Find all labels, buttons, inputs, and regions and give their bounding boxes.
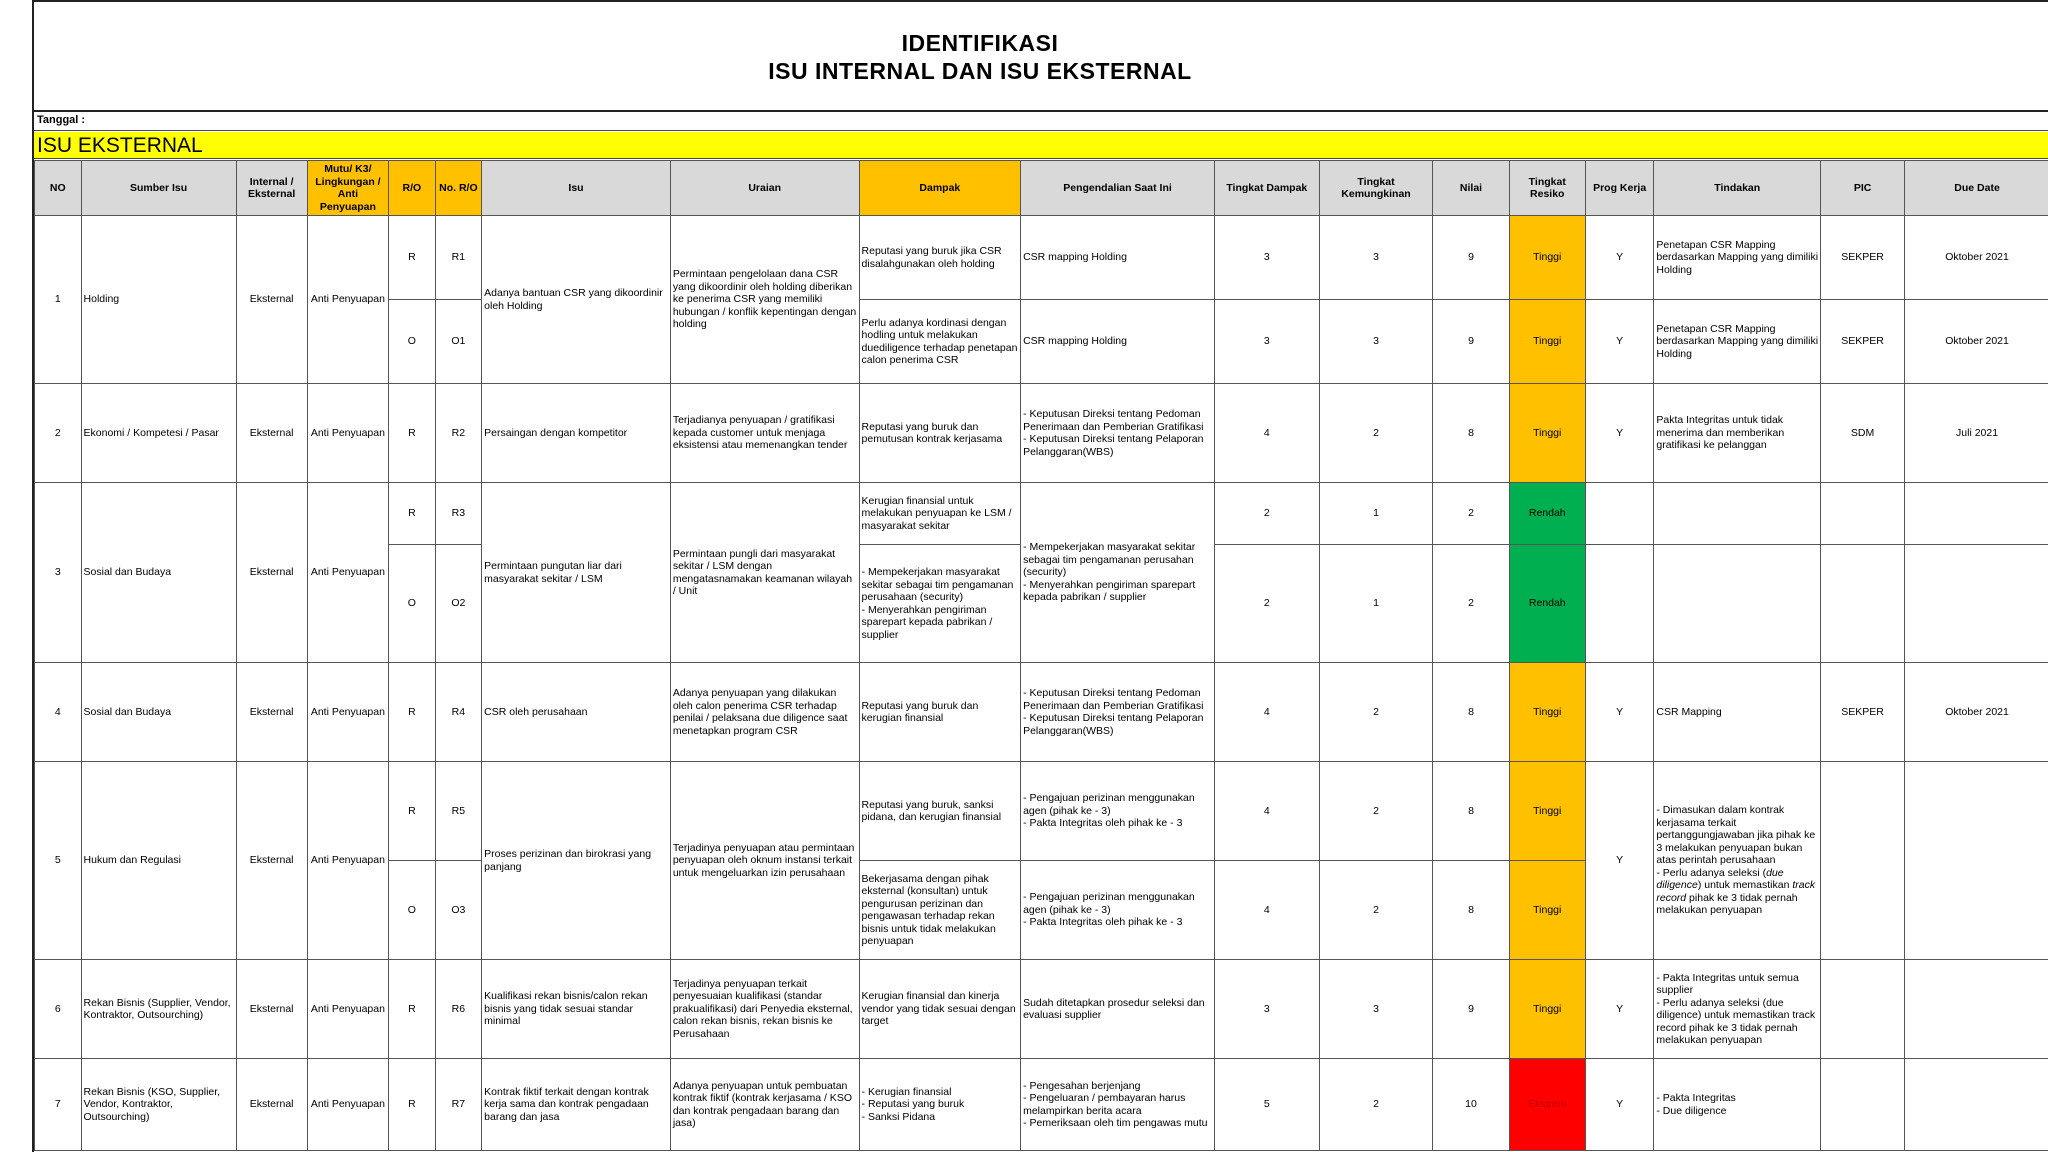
cell-dampak: Reputasi yang buruk jika CSR disalahgunakan oleh holding <box>859 216 1021 300</box>
cell-tingkat-kemungkinan: 2 <box>1319 384 1433 483</box>
cell-internal: Eksternal <box>236 1059 307 1151</box>
cell-internal: Eksternal <box>236 483 307 663</box>
cell-uraian: Terjadinya penyuapan atau permintaan penyuapan oleh oknum instansi terkait untuk mengeluarkan izin perusahaan <box>670 762 859 960</box>
cell-risk-badge: Tinggi <box>1509 762 1585 861</box>
cell-dampak: Perlu adanya kordinasi dengan hodling untuk melakukan duediligence terhadap penetapan calon penerima CSR <box>859 300 1021 384</box>
cell-tindakan <box>1654 483 1821 545</box>
cell-mutu: Anti Penyuapan <box>307 483 388 663</box>
cell-tingkat-dampak: 4 <box>1214 762 1319 861</box>
cell-no-ro: O2 <box>435 545 482 663</box>
cell-tingkat-dampak: 4 <box>1214 861 1319 960</box>
col-tingkat-dampak: Tingkat Dampak <box>1214 161 1319 216</box>
cell-no-ro: O1 <box>435 300 482 384</box>
cell-nilai: 10 <box>1433 1059 1509 1151</box>
cell-nilai: 8 <box>1433 384 1509 483</box>
cell-tindakan: - Pakta Integritas untuk semua supplier - Perlu adanya seleksi (due diligence) untuk memastikan track record pihak ke 3 tidak pernah melakukan penyuapan <box>1654 960 1821 1059</box>
cell-pengendalian: - Pengesahan berjenjang - Pengeluaran / pembayaran harus melampirkan berita acara - Pemeriksaan oleh tim pengawas mutu <box>1021 1059 1215 1151</box>
cell-no-ro: R6 <box>435 960 482 1059</box>
cell-dampak: Reputasi yang buruk dan pemutusan kontrak kerjasama <box>859 384 1021 483</box>
cell-sumber: Rekan Bisnis (Supplier, Vendor, Kontraktor, Outsourching) <box>81 960 236 1059</box>
col-prog-kerja: Prog Kerja <box>1585 161 1654 216</box>
cell-prog-kerja: Y <box>1585 960 1654 1059</box>
tindakan-line: - Dimasukan dalam kontrak kerjasama terkait pertanggungjawaban jika pihak ke 3 melakukan penyuapan bukan atas perintah perusahaan <box>1656 804 1816 867</box>
issue-table <box>34 160 2048 1151</box>
cell-due-date: Oktober 2021 <box>1905 663 2048 762</box>
cell-tindakan: Penetapan CSR Mapping berdasarkan Mapping yang dimiliki Holding <box>1654 300 1821 384</box>
cell-prog-kerja: Y <box>1585 300 1654 384</box>
cell-prog-kerja: Y <box>1585 1059 1654 1151</box>
cell-isu: CSR oleh perusahaan <box>482 663 671 762</box>
cell-pic <box>1821 545 1905 663</box>
col-no: NO <box>35 161 82 216</box>
cell-ro: O <box>389 300 436 384</box>
cell-tingkat-dampak: 3 <box>1214 960 1319 1059</box>
cell-dampak: Reputasi yang buruk dan kerugian finansial <box>859 663 1021 762</box>
cell-nilai: 2 <box>1433 483 1509 545</box>
cell-due-date <box>1905 1059 2048 1151</box>
cell-no: 7 <box>35 1059 82 1151</box>
cell-dampak: Bekerjasama dengan pihak eksternal (konsultan) untuk pengurusan perizinan dan pengawasan terhadap rekan bisnis untuk tidak melakukan penyuapan <box>859 861 1021 960</box>
cell-sumber: Sosial dan Budaya <box>81 483 236 663</box>
cell-tingkat-kemungkinan: 3 <box>1319 216 1433 300</box>
cell-dampak: Kerugian finansial untuk melakukan penyuapan ke LSM / masyarakat sekitar <box>859 483 1021 545</box>
table-row <box>35 483 2048 545</box>
col-due-date: Due Date <box>1905 161 2048 216</box>
cell-ro: R <box>389 216 436 300</box>
cell-pengendalian: CSR mapping Holding <box>1021 300 1215 384</box>
cell-tingkat-dampak: 2 <box>1214 483 1319 545</box>
header-row <box>35 161 2048 216</box>
cell-tingkat-dampak: 3 <box>1214 216 1319 300</box>
cell-pic: SEKPER <box>1821 300 1905 384</box>
cell-no-ro: R3 <box>435 483 482 545</box>
cell-uraian: Adanya penyuapan untuk pembuatan kontrak fiktif (kontrak kerjasama / KSO dan kontrak pengadaan barang dan jasa) <box>670 1059 859 1151</box>
cell-prog-kerja <box>1585 545 1654 663</box>
cell-tingkat-kemungkinan: 2 <box>1319 861 1433 960</box>
cell-isu: Proses perizinan dan birokrasi yang panjang <box>482 762 671 960</box>
cell-prog-kerja: Y <box>1585 216 1654 300</box>
cell-ro: R <box>389 1059 436 1151</box>
cell-nilai: 9 <box>1433 300 1509 384</box>
page-title: IDENTIFIKASI <box>901 30 1059 56</box>
cell-nilai: 9 <box>1433 216 1509 300</box>
cell-tingkat-dampak: 3 <box>1214 300 1319 384</box>
cell-due-date <box>1905 545 2048 663</box>
cell-isu: Permintaan pungutan liar dari masyarakat sekitar / LSM <box>482 483 671 663</box>
cell-prog-kerja: Y <box>1585 663 1654 762</box>
col-ro: R/O <box>389 161 436 216</box>
cell-risk-badge: Tinggi <box>1509 300 1585 384</box>
title-block <box>34 2 2048 112</box>
cell-internal: Eksternal <box>236 663 307 762</box>
cell-internal: Eksternal <box>236 762 307 960</box>
cell-tindakan: - Pakta Integritas - Due diligence <box>1654 1059 1821 1151</box>
cell-pengendalian: CSR mapping Holding <box>1021 216 1215 300</box>
tindakan-text: pihak ke 3 tidak pernah melakukan penyuapan <box>1656 891 1798 917</box>
cell-no: 3 <box>35 483 82 663</box>
cell-no-ro: R2 <box>435 384 482 483</box>
cell-tingkat-kemungkinan: 3 <box>1319 300 1433 384</box>
cell-no-ro: R5 <box>435 762 482 861</box>
cell-risk-badge: Tinggi <box>1509 861 1585 960</box>
cell-tingkat-kemungkinan: 1 <box>1319 483 1433 545</box>
table-row <box>35 216 2048 300</box>
cell-tingkat-dampak: 2 <box>1214 545 1319 663</box>
cell-no-ro: R4 <box>435 663 482 762</box>
cell-nilai: 8 <box>1433 762 1509 861</box>
cell-due-date <box>1905 483 2048 545</box>
cell-ro: R <box>389 483 436 545</box>
cell-risk-badge: Ekstrem <box>1509 1059 1585 1151</box>
cell-internal: Eksternal <box>236 960 307 1059</box>
cell-pic <box>1821 960 1905 1059</box>
table-row <box>35 663 2048 762</box>
cell-pic: SEKPER <box>1821 216 1905 300</box>
cell-mutu: Anti Penyuapan <box>307 762 388 960</box>
tindakan-text: ) untuk memastikan <box>1697 879 1793 892</box>
cell-mutu: Anti Penyuapan <box>307 1059 388 1151</box>
cell-pengendalian: - Mempekerjakan masyarakat sekitar sebagai tim pengamanan perusahan (security) - Menyerahkan pengiriman sparepart kepada pabrikan / supplier <box>1021 483 1215 663</box>
cell-tindakan: CSR Mapping <box>1654 663 1821 762</box>
cell-no: 5 <box>35 762 82 960</box>
cell-risk-badge: Tinggi <box>1509 663 1585 762</box>
cell-no: 6 <box>35 960 82 1059</box>
cell-risk-badge: Rendah <box>1509 545 1585 663</box>
cell-tingkat-kemungkinan: 2 <box>1319 663 1433 762</box>
cell-prog-kerja <box>1585 483 1654 545</box>
col-nilai: Nilai <box>1433 161 1509 216</box>
cell-dampak: - Mempekerjakan masyarakat sekitar sebagai tim pengamanan perusahaan (security) - Menyerahkan pengiriman sparepart kepada pabrikan / supplier <box>859 545 1021 663</box>
cell-internal: Eksternal <box>236 216 307 384</box>
cell-tingkat-kemungkinan: 2 <box>1319 1059 1433 1151</box>
cell-dampak: Kerugian finansial dan kinerja vendor yang tidak sesuai dengan target <box>859 960 1021 1059</box>
cell-nilai: 9 <box>1433 960 1509 1059</box>
cell-nilai: 8 <box>1433 663 1509 762</box>
cell-risk-badge: Rendah <box>1509 483 1585 545</box>
cell-ro: O <box>389 861 436 960</box>
col-pengendalian: Pengendalian Saat Ini <box>1021 161 1215 216</box>
col-tingkat-kemungkinan: Tingkat Kemungkinan <box>1319 161 1433 216</box>
cell-ro: R <box>389 663 436 762</box>
col-mutu: Mutu/ K3/ Lingkungan / Anti Penyuapan <box>307 161 388 216</box>
cell-isu: Persaingan dengan kompetitor <box>482 384 671 483</box>
cell-risk-badge: Tinggi <box>1509 384 1585 483</box>
col-internal: Internal / Eksternal <box>236 161 307 216</box>
cell-no: 1 <box>35 216 82 384</box>
cell-mutu: Anti Penyuapan <box>307 384 388 483</box>
cell-pengendalian: - Pengajuan perizinan menggunakan agen (pihak ke - 3) - Pakta Integritas oleh pihak ke - 3 <box>1021 762 1215 861</box>
cell-isu: Kontrak fiktif terkait dengan kontrak kerja sama dan kontrak pengadaan barang dan jasa <box>482 1059 671 1151</box>
cell-mutu: Anti Penyuapan <box>307 960 388 1059</box>
table-row <box>35 384 2048 483</box>
cell-sumber: Sosial dan Budaya <box>81 663 236 762</box>
cell-due-date: Juli 2021 <box>1905 384 2048 483</box>
cell-tindakan: Pakta Integritas untuk tidak menerima dan memberikan gratifikasi ke pelanggan <box>1654 384 1821 483</box>
cell-uraian: Permintaan pungli dari masyarakat sekitar / LSM dengan mengatasnamakan keamanan wilayah / Unit <box>670 483 859 663</box>
cell-dampak: - Kerugian finansial - Reputasi yang buruk - Sanksi Pidana <box>859 1059 1021 1151</box>
cell-due-date <box>1905 762 2048 960</box>
cell-uraian: Permintaan pengelolaan dana CSR yang dikoordinir oleh holding diberikan ke penerima CSR yang memiliki hubungan / konflik kepentingan dengan holding <box>670 216 859 384</box>
cell-no: 2 <box>35 384 82 483</box>
table-row <box>35 762 2048 861</box>
cell-isu: Adanya bantuan CSR yang dikoordinir oleh Holding <box>482 216 671 384</box>
col-tingkat-resiko: Tingkat Resiko <box>1509 161 1585 216</box>
cell-risk-badge: Tinggi <box>1509 216 1585 300</box>
cell-dampak: Reputasi yang buruk, sanksi pidana, dan kerugian finansial <box>859 762 1021 861</box>
cell-ro: O <box>389 545 436 663</box>
table-row <box>35 1059 2048 1151</box>
cell-tindakan: Penetapan CSR Mapping berdasarkan Mapping yang dimiliki Holding <box>1654 216 1821 300</box>
cell-uraian: Terjadinya penyuapan terkait penyesuaian kualifikasi (standar prakualifikasi) dari Penyedia eksternal, calon rekan bisnis, rekan bisnis ke Perusahaan <box>670 960 859 1059</box>
cell-ro: R <box>389 960 436 1059</box>
col-dampak: Dampak <box>859 161 1021 216</box>
cell-sumber: Ekonomi / Kompetesi / Pasar <box>81 384 236 483</box>
cell-prog-kerja: Y <box>1585 762 1654 960</box>
col-pic: PIC <box>1821 161 1905 216</box>
tanggal-label: Tanggal : <box>34 114 2048 131</box>
section-label: ISU EKSTERNAL <box>34 132 2048 159</box>
page-subtitle: ISU INTERNAL DAN ISU EKSTERNAL <box>768 58 1192 84</box>
col-no-ro: No. R/O <box>435 161 482 216</box>
cell-uraian: Terjadianya penyuapan / gratifikasi kepada customer untuk menjaga eksistensi atau memenangkan tender <box>670 384 859 483</box>
cell-sumber: Hukum dan Regulasi <box>81 762 236 960</box>
tindakan-line <box>1656 867 1818 917</box>
cell-pengendalian: - Keputusan Direksi tentang Pedoman Penerimaan dan Pemberian Gratifikasi - Keputusan Direksi tentang Pelaporan Pelanggaran(WBS) <box>1021 384 1215 483</box>
col-isu: Isu <box>482 161 671 216</box>
tindakan-italic: due diligence <box>1656 866 1784 892</box>
spreadsheet <box>32 0 2048 1152</box>
cell-tingkat-kemungkinan: 1 <box>1319 545 1433 663</box>
cell-no-ro: R1 <box>435 216 482 300</box>
cell-pic <box>1821 483 1905 545</box>
cell-ro: R <box>389 762 436 861</box>
cell-no: 4 <box>35 663 82 762</box>
cell-pic: SEKPER <box>1821 663 1905 762</box>
cell-mutu: Anti Penyuapan <box>307 663 388 762</box>
table-row <box>35 960 2048 1059</box>
cell-sumber: Rekan Bisnis (KSO, Supplier, Vendor, Kontraktor, Outsourching) <box>81 1059 236 1151</box>
cell-nilai: 8 <box>1433 861 1509 960</box>
cell-tingkat-dampak: 4 <box>1214 384 1319 483</box>
cell-ro: R <box>389 384 436 483</box>
cell-pic <box>1821 762 1905 960</box>
cell-mutu: Anti Penyuapan <box>307 216 388 384</box>
cell-due-date: Oktober 2021 <box>1905 216 2048 300</box>
cell-due-date <box>1905 960 2048 1059</box>
cell-prog-kerja: Y <box>1585 384 1654 483</box>
cell-no-ro: O3 <box>435 861 482 960</box>
cell-pic: SDM <box>1821 384 1905 483</box>
cell-pengendalian: Sudah ditetapkan prosedur seleksi dan evaluasi supplier <box>1021 960 1215 1059</box>
cell-tingkat-kemungkinan: 2 <box>1319 762 1433 861</box>
tindakan-italic: track record <box>1656 879 1816 904</box>
cell-internal: Eksternal <box>236 384 307 483</box>
cell-tindakan <box>1654 762 1821 960</box>
cell-tingkat-dampak: 4 <box>1214 663 1319 762</box>
col-sumber: Sumber Isu <box>81 161 236 216</box>
cell-pic <box>1821 1059 1905 1151</box>
cell-due-date: Oktober 2021 <box>1905 300 2048 384</box>
col-tindakan: Tindakan <box>1654 161 1821 216</box>
cell-tingkat-dampak: 5 <box>1214 1059 1319 1151</box>
col-uraian: Uraian <box>670 161 859 216</box>
cell-tingkat-kemungkinan: 3 <box>1319 960 1433 1059</box>
cell-nilai: 2 <box>1433 545 1509 663</box>
cell-uraian: Adanya penyuapan yang dilakukan oleh calon penerima CSR terhadap penilai / pelaksana due diligence saat menetapkan program CSR <box>670 663 859 762</box>
cell-sumber: Holding <box>81 216 236 384</box>
cell-tindakan <box>1654 545 1821 663</box>
cell-no-ro: R7 <box>435 1059 482 1151</box>
cell-pengendalian: - Keputusan Direksi tentang Pedoman Penerimaan dan Pemberian Gratifikasi - Keputusan Direksi tentang Pelaporan Pelanggaran(WBS) <box>1021 663 1215 762</box>
cell-pengendalian: - Pengajuan perizinan menggunakan agen (pihak ke - 3) - Pakta Integritas oleh pihak ke - 3 <box>1021 861 1215 960</box>
cell-isu: Kualifikasi rekan bisnis/calon rekan bisnis yang tidak sesuai standar minimal <box>482 960 671 1059</box>
tindakan-text: - Perlu adanya seleksi ( <box>1656 866 1767 879</box>
cell-risk-badge: Tinggi <box>1509 960 1585 1059</box>
